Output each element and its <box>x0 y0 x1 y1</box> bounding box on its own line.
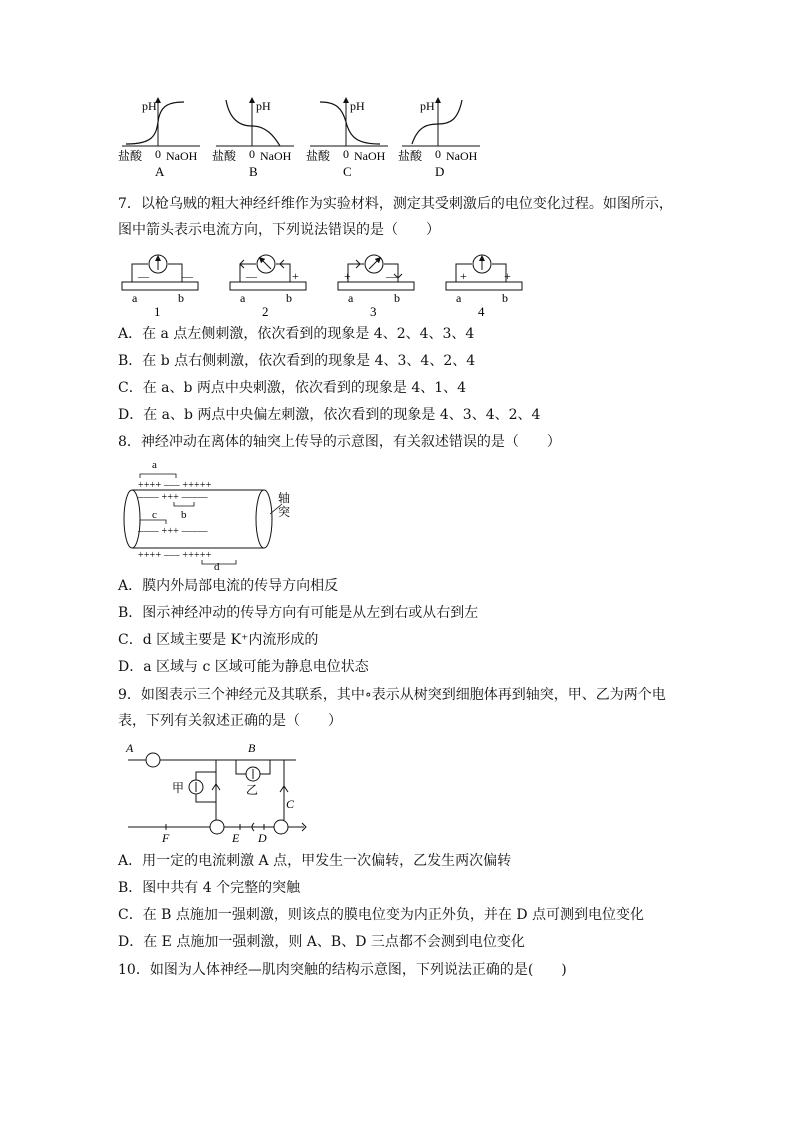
q8-axon-label-2: 突 <box>278 505 291 519</box>
q8-option-c: C．d 区域主要是 K⁺内流形成的 <box>118 632 319 648</box>
ph-c-left-label: 盐酸 <box>306 149 331 163</box>
q7-d2-sign-left: — <box>246 271 257 283</box>
q7-d3-sign-right: — <box>386 271 397 283</box>
q8-bottom-outer-charges: ++++ ––– +++++ <box>138 550 212 561</box>
ph-d-zero-label: 0 <box>435 147 441 161</box>
q8-top-inner-charges: –––– +++ ––––– <box>138 492 208 503</box>
q7-stem-line2: 图中箭头表示电流方向，下列说法错误的是（ ） <box>118 222 440 238</box>
q9-label-jia: 甲 <box>172 781 185 795</box>
ph-graph-a <box>118 99 200 179</box>
q8-option-d: D．a 区域与 c 区域可能为静息电位状态 <box>118 659 369 675</box>
q7-option-d: D．在 a、b 两点中央偏左刺激，依次看到的现象是 4、3、4、2、4 <box>118 407 541 423</box>
ph-d-right-label: NaOH <box>446 149 478 163</box>
q9-option-c: C．在 B 点施加一强刺激，则该点的膜电位变为内正外负，并在 D 点可测到电位变化 <box>118 907 645 923</box>
q9-label-b: B <box>248 741 256 755</box>
q7-d2-point-b: b <box>286 291 292 305</box>
q9-stem-line2: 表，下列有关叙述正确的是（ ） <box>118 713 342 729</box>
q7-diagram-4 <box>446 255 522 318</box>
q7-d4-sign-right: + <box>504 269 511 283</box>
ph-c-y-label: pH <box>350 99 365 113</box>
q7-electrode-figure <box>118 248 528 318</box>
q7-d1-caption: 1 <box>154 304 161 318</box>
q7-d1-point-a: a <box>132 291 138 305</box>
q7-d4-caption: 4 <box>478 304 485 318</box>
q8-label-b: b <box>181 509 187 521</box>
q7-diagram-3 <box>338 255 414 318</box>
q7-d4-point-b: b <box>502 291 508 305</box>
q7-d2-point-a: a <box>240 291 246 305</box>
q7-option-b: B．在 b 点右侧刺激，依次看到的现象是 4、3、4、2、4 <box>118 353 476 369</box>
ph-graph-b <box>212 99 294 179</box>
q9-label-e: E <box>232 831 240 845</box>
ph-a-left-label: 盐酸 <box>118 149 143 163</box>
q8-top-outer-charges: ++++ ––– +++++ <box>138 480 212 491</box>
q7-option-a: A．在 a 点左侧刺激，依次看到的现象是 4、2、4、3、4 <box>118 326 475 342</box>
q7-diagram-1 <box>122 255 198 318</box>
q7-option-c: C．在 a、b 两点中央刺激，依次看到的现象是 4、1、4 <box>118 380 467 396</box>
ph-d-y-label: pH <box>420 99 435 113</box>
ph-b-right-label: NaOH <box>260 149 292 163</box>
q8-axon-label-1: 轴 <box>278 491 291 505</box>
ph-b-zero-label: 0 <box>249 147 255 161</box>
ph-a-right-label: NaOH <box>166 149 198 163</box>
q7-d4-point-a: a <box>456 291 462 305</box>
q7-d1-point-b: b <box>178 291 184 305</box>
q7-diagram-2 <box>230 255 306 318</box>
ph-b-caption: B <box>249 164 258 179</box>
q9-option-d: D．在 E 点施加一强刺激，则 A、B、D 三点都不会测到电位变化 <box>118 934 525 950</box>
q9-label-yi: 乙 <box>246 783 259 797</box>
q7-d3-sign-left: + <box>344 269 351 283</box>
ph-graph-c <box>306 99 388 179</box>
ph-graph-d <box>398 99 480 179</box>
q8-axon-figure <box>118 458 308 570</box>
q7-d3-point-b: b <box>394 291 400 305</box>
q8-bottom-inner-charges: –––– +++ ––––– <box>138 526 208 537</box>
ph-graphs-figure <box>118 96 498 182</box>
ph-c-right-label: NaOH <box>354 149 386 163</box>
q9-option-b: B．图中共有 4 个完整的突触 <box>118 880 301 896</box>
q7-d3-caption: 3 <box>370 304 377 318</box>
q8-label-c: c <box>152 509 157 521</box>
q7-stem-line1: 7．以枪乌贼的粗大神经纤维作为实验材料，测定其受刺激后的电位变化过程。如图所示， <box>118 196 673 212</box>
q9-neuron-figure <box>118 738 318 846</box>
ph-a-zero-label: 0 <box>155 147 161 161</box>
ph-b-y-label: pH <box>256 99 271 113</box>
q7-d3-point-a: a <box>348 291 354 305</box>
ph-c-caption: C <box>343 164 352 179</box>
q9-label-c: C <box>286 797 295 811</box>
q7-d1-sign-right: — <box>182 271 193 283</box>
ph-c-zero-label: 0 <box>343 147 349 161</box>
q9-label-a: A <box>126 741 134 755</box>
q9-label-f: F <box>162 831 170 845</box>
q9-option-a: A．用一定的电流刺激 A 点，甲发生一次偏转，乙发生两次偏转 <box>118 853 512 869</box>
q8-label-a: a <box>152 459 157 471</box>
q8-label-d: d <box>214 561 220 570</box>
q9-stem-line1: 9．如图表示三个神经元及其联系，其中∘表示从树突到细胞体再到轴突，甲、乙为两个电 <box>118 687 666 703</box>
q8-option-b: B．图示神经冲动的传导方向有可能是从左到右或从右到左 <box>118 605 479 621</box>
ph-b-left-label: 盐酸 <box>212 149 237 163</box>
q9-label-d: D <box>258 831 267 845</box>
ph-a-y-label: pH <box>142 99 157 113</box>
ph-a-caption: A <box>155 164 165 179</box>
q7-d4-sign-left: + <box>460 269 467 283</box>
q8-option-a: A．膜内外局部电流的传导方向相反 <box>118 578 339 594</box>
ph-d-left-label: 盐酸 <box>398 149 423 163</box>
q10-stem: 10．如图为人体神经—肌肉突触的结构示意图，下列说法正确的是( ) <box>118 962 567 978</box>
q7-d1-sign-left: — <box>138 271 149 283</box>
q7-d2-sign-right: + <box>292 269 299 283</box>
ph-d-caption: D <box>435 164 445 179</box>
q7-d2-caption: 2 <box>262 304 269 318</box>
q8-stem: 8．神经冲动在离体的轴突上传导的示意图，有关叙述错误的是（ ） <box>118 434 561 450</box>
